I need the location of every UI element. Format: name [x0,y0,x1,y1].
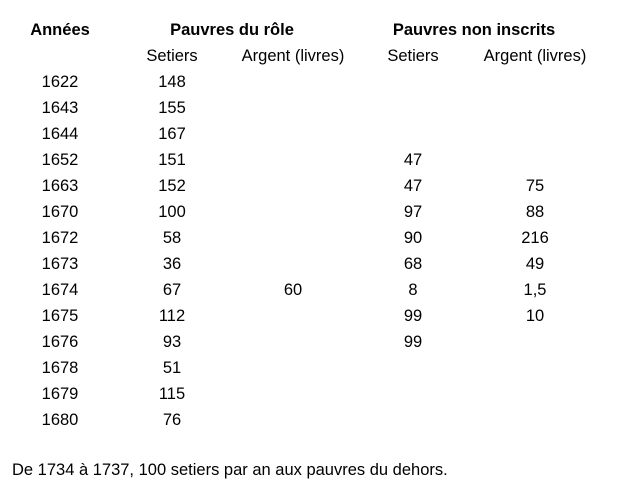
cell-argent-non-inscrits: 216 [521,229,549,247]
table-row [0,202,626,228]
table-row [0,254,626,280]
table-row [0,150,626,176]
cell-setiers-role: 148 [158,73,186,91]
cell-setiers-non-inscrits: 99 [403,307,423,325]
subheader-argent-non-inscrits: Argent (livres) [483,47,587,65]
cell-year: 1644 [41,125,79,143]
cell-year: 1676 [41,333,79,351]
cell-year: 1643 [41,99,79,117]
cell-setiers-non-inscrits: 68 [403,255,423,273]
cell-setiers-role: 76 [162,411,182,429]
cell-year: 1678 [41,359,79,377]
header-years: Années [30,21,90,39]
header-pauvres-non-inscrits: Pauvres non inscrits [392,21,556,39]
cell-argent-non-inscrits: 10 [525,307,545,325]
cell-setiers-role: 100 [158,203,186,221]
cell-year: 1680 [41,411,79,429]
cell-setiers-non-inscrits: 8 [408,281,418,299]
cell-setiers-role: 58 [162,229,182,247]
cell-year: 1674 [41,281,79,299]
cell-setiers-non-inscrits: 97 [403,203,423,221]
cell-setiers-role: 151 [158,151,186,169]
cell-setiers-role: 112 [158,307,186,325]
cell-year: 1622 [41,73,79,91]
cell-argent-non-inscrits: 1,5 [523,281,547,299]
cell-year: 1679 [41,385,79,403]
header-pauvres-du-role: Pauvres du rôle [170,21,294,39]
table-row [0,228,626,254]
table-row [0,280,626,306]
cell-setiers-non-inscrits: 47 [403,177,423,195]
cell-setiers-role: 36 [162,255,182,273]
table-row [0,358,626,384]
table-row [0,410,626,436]
cell-argent-non-inscrits: 88 [525,203,545,221]
cell-setiers-non-inscrits: 99 [403,333,423,351]
footnote: De 1734 à 1737, 100 setiers par an aux pauvres du dehors. [12,461,448,479]
cell-year: 1663 [41,177,79,195]
table-row [0,98,626,124]
cell-setiers-non-inscrits: 47 [403,151,423,169]
cell-setiers-role: 167 [158,125,186,143]
cell-year: 1673 [41,255,79,273]
cell-setiers-role: 93 [162,333,182,351]
cell-setiers-role: 51 [162,359,182,377]
cell-year: 1670 [41,203,79,221]
table-row [0,176,626,202]
cell-setiers-role: 67 [162,281,182,299]
subheader-argent-role: Argent (livres) [241,47,345,65]
cell-argent-role: 60 [283,281,303,299]
table-row [0,332,626,358]
cell-year: 1672 [41,229,79,247]
table-row [0,124,626,150]
cell-setiers-role: 155 [158,99,186,117]
cell-year: 1675 [41,307,79,325]
table-row [0,306,626,332]
subheader-setiers-role: Setiers [146,47,198,65]
cell-year: 1652 [41,151,79,169]
table-row [0,72,626,98]
cell-argent-non-inscrits: 49 [525,255,545,273]
table-row [0,384,626,410]
cell-setiers-non-inscrits: 90 [403,229,423,247]
subheader-setiers-non-inscrits: Setiers [387,47,439,65]
cell-setiers-role: 152 [158,177,186,195]
cell-setiers-role: 115 [158,385,186,403]
cell-argent-non-inscrits: 75 [525,177,545,195]
